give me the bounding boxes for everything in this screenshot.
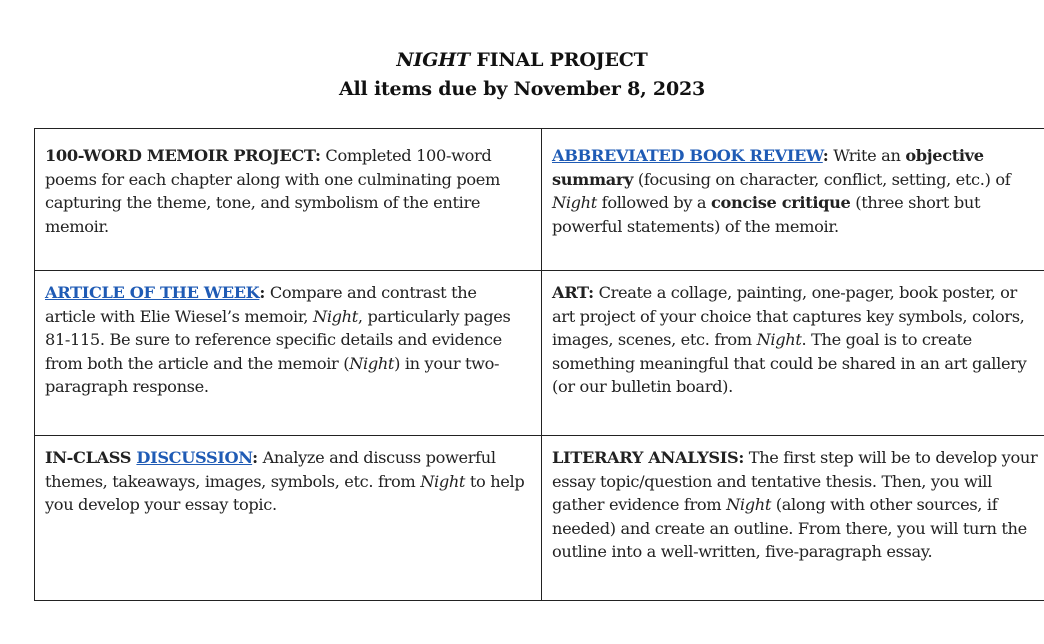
analysis-heading: LITERARY ANALYSIS: [552,448,744,467]
due-date: All items due by November 8, 2023 [338,78,706,100]
cell-in-class-discussion: IN-CLASS DISCUSSION: Analyze and discuss powerful themes, takeaways, images, symbols, etc. from Night to help you develop your essay topic. [35,436,542,601]
cell-literary-analysis: LITERARY ANALYSIS: The first step will be to develop your essay topic/question and tentative thesis. Then, you will gather evidence from Night (along with other sources, if needed) and create an outline. From there, you will turn the outline into a well-written, five-paragraph essay. [542,436,1044,601]
memoir-heading: 100-WORD MEMOIR PROJECT: [45,146,321,165]
discussion-heading: IN-CLASS [45,448,137,467]
project-table [34,128,1044,601]
cell-article-of-the-week: ARTICLE OF THE WEEK: Compare and contrast the article with Elie Wiesel’s memoir, Night, particularly pages 81-115. Be sure to reference specific details and evidence from both the article and the memoir (Night) in your two-paragraph response. [35,271,542,436]
table-row [35,129,1044,271]
title-night: NIGHT [396,49,470,71]
memoir-text: Completed 100-word poems for each chapter along with one culminating poem capturing the theme, tone, and symbolism of the entire memoir. [45,146,500,236]
objective-summary: objective summary [552,146,984,189]
cell-memoir-project [35,129,542,271]
cell-book-review: ABBREVIATED BOOK REVIEW: Write an objective summary (focusing on character, conflict, setting, etc.) of Night followed by a concise critique (three short but powerful statements) of the memoir. [542,129,1044,271]
project-title [0,46,1044,75]
concise-critique: concise critique [711,193,851,213]
article-of-the-week-link[interactable]: ARTICLE OF THE WEEK [45,283,260,302]
art-heading: ART: [552,283,594,302]
table-row [35,271,1044,436]
discussion-link[interactable]: DISCUSSION [136,448,253,467]
cell-art: ART: Create a collage, painting, one-pager, book poster, or art project of your choice that captures key symbols, colors, images, scenes, etc. from Night. The goal is to create something meaningful that could be shared in an art gallery (or our bulletin board). [542,271,1044,436]
book-review-link[interactable]: ABBREVIATED BOOK REVIEW [552,146,823,165]
page-title [0,46,1044,104]
table-row [35,436,1044,601]
title-final-project: FINAL PROJECT [469,49,648,71]
